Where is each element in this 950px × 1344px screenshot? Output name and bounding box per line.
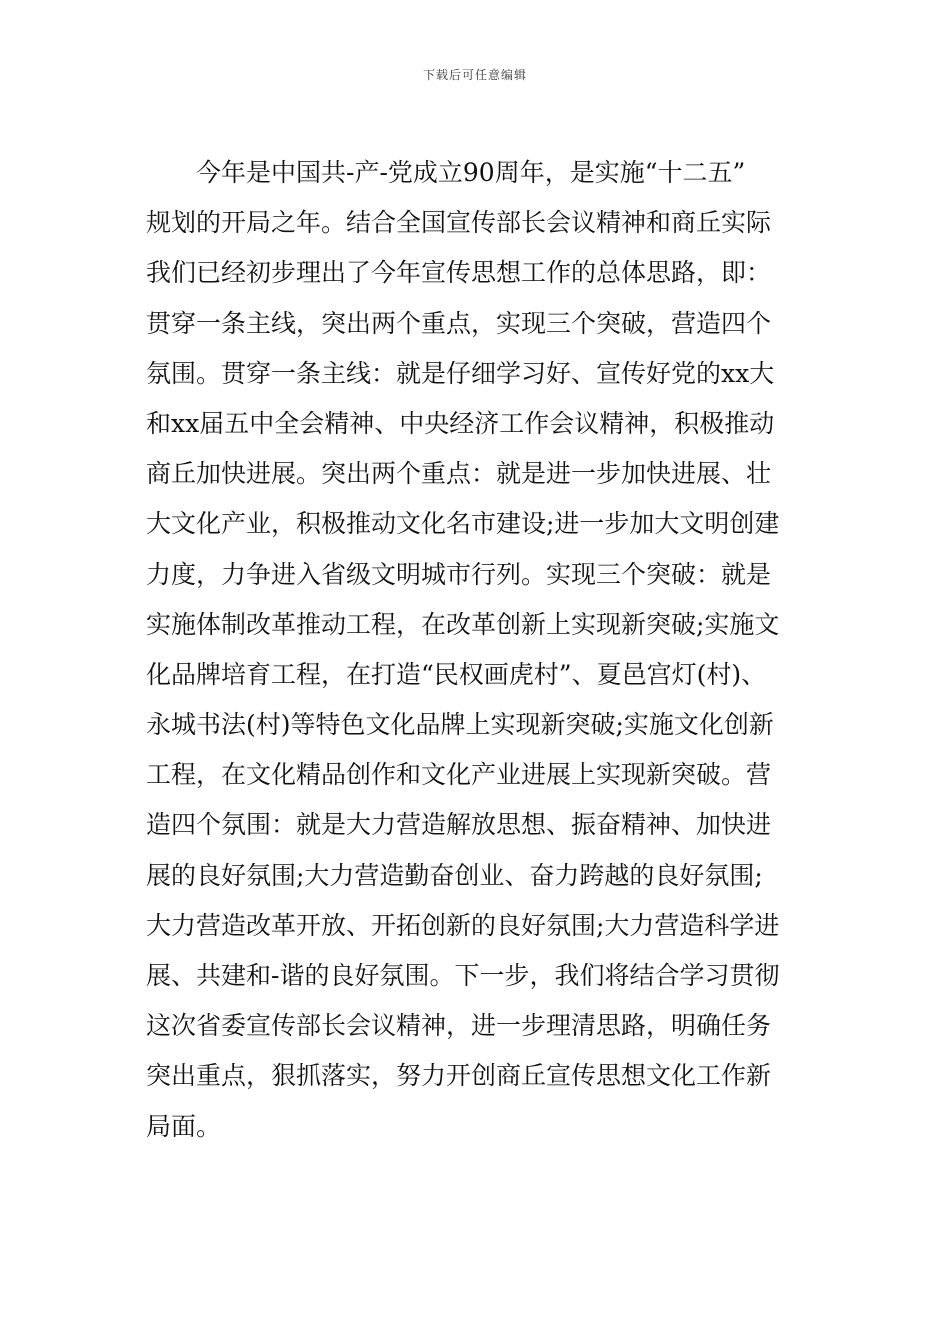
paragraph-line: 规划的开局之年。结合全国宣传部长会议精神和商丘实际 [146,208,772,238]
paragraph-line: 展的良好氛围;大力营造勤奋创业、奋力跨越的良好氛围; [146,860,763,890]
paragraph-line: 和xx届五中全会精神、中央经济工作会议精神，积极推动 [146,408,775,438]
paragraph-line: 工程，在文化精品创作和文化产业进展上实现新突破。营 [146,760,772,790]
paragraph-line: 突出重点，狠抓落实，努力开创商丘宣传思想文化工作新 [146,1061,772,1091]
document-body [146,148,822,1152]
paragraph-line: 展、共建和-谐的良好氛围。下一步，我们将结合学习贯彻 [146,961,780,990]
paragraph-line: 局面。 [146,1111,222,1141]
paragraph-line: 氛围。贯穿一条主线：就是仔细学习好、宣传好党的xx大 [146,358,775,388]
paragraph-line: 贯穿一条主线，突出两个重点，实现三个突破，营造四个 [146,308,772,338]
paragraph-line: 这次省委宣传部长会议精神，进一步理清思路，明确任务 [146,1011,772,1041]
paragraph-line: 永城书法(村)等特色文化品牌上实现新突破;实施文化创新 [146,710,774,740]
paragraph-line: 力度，力争进入省级文明城市行列。实现三个突破：就是 [146,559,772,589]
paragraph-line: 实施体制改革推动工程，在改革创新上实现新突破;实施文 [146,609,780,639]
paragraph-line: 大文化产业，积极推动文化名市建设;进一步加大文明创建 [146,509,780,539]
paragraph-line: 今年是中国共-产-党成立90周年，是实施“十二五” [196,158,746,187]
header-note: 下载后可任意编辑 [422,68,527,82]
paragraph-line: 我们已经初步理出了今年宣传思想工作的总体思路，即： [146,258,772,288]
paragraph-line: 造四个氛围：就是大力营造解放思想、振奋精神、加快进 [146,810,772,840]
paragraph-line: 化品牌培育工程，在打造“民权画虎村”、夏邑宫灯(村)、 [146,659,767,689]
paragraph-line: 商丘加快进展。突出两个重点：就是进一步加快进展、壮 [146,459,772,489]
paragraph-line: 大力营造改革开放、开拓创新的良好氛围;大力营造科学进 [146,910,780,940]
